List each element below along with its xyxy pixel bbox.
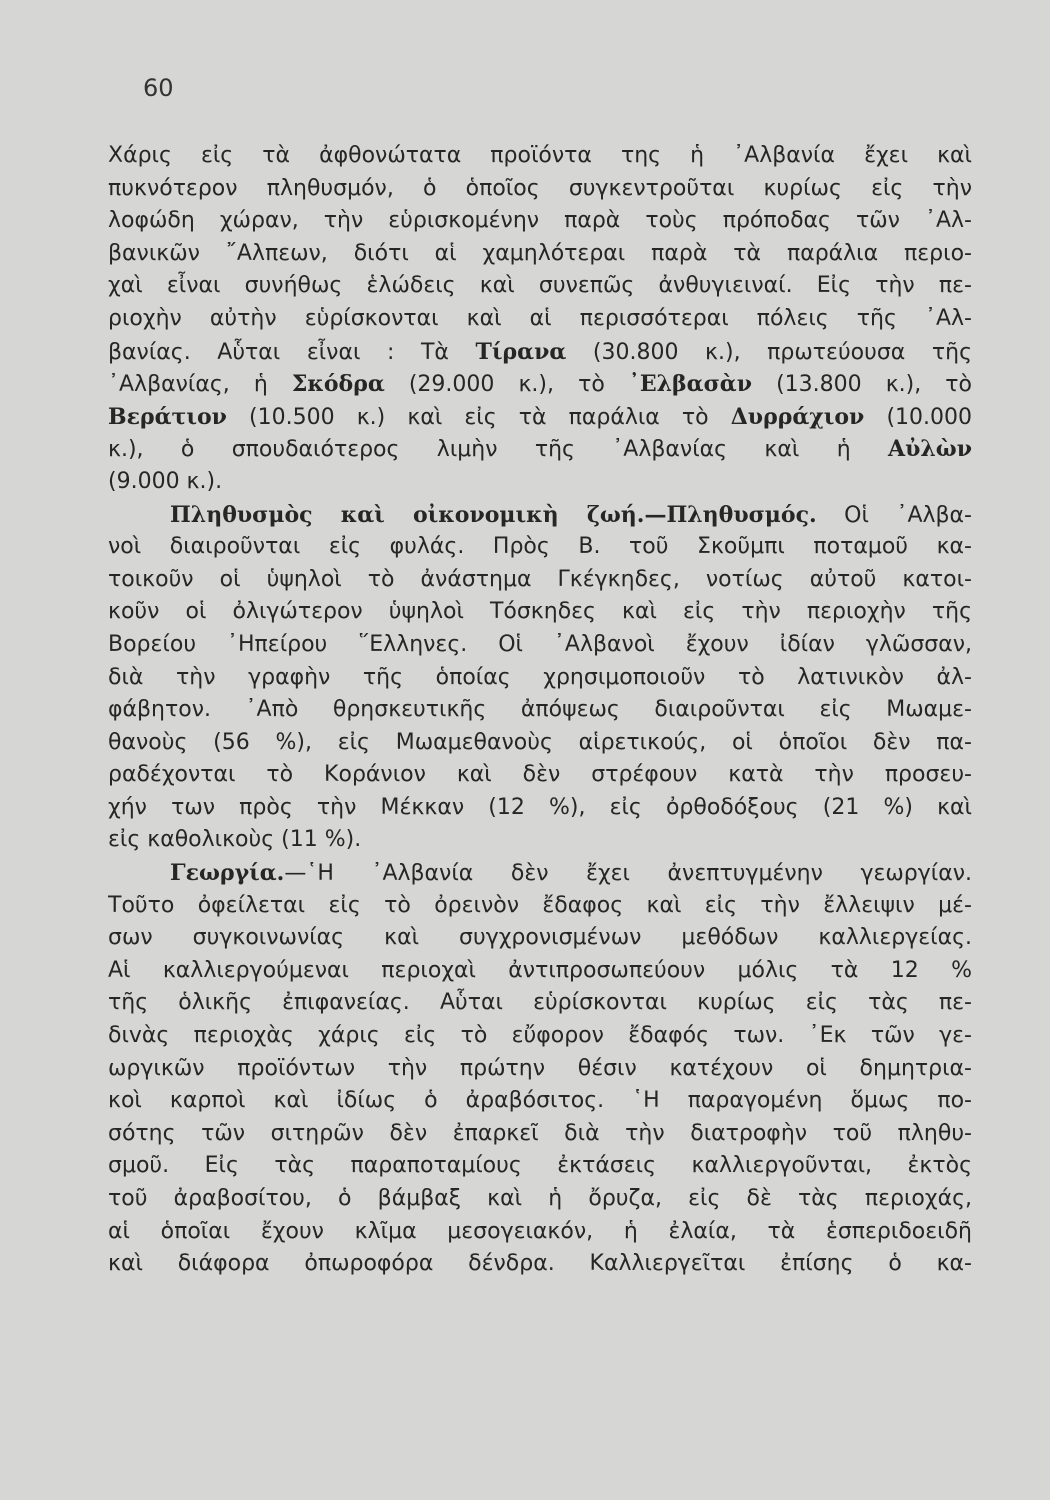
text-run: (30.800 κ.), πρωτεύουσα τῆς — [566, 339, 972, 365]
text-line — [108, 303, 972, 336]
bold-term: Γεωργία. — [170, 860, 285, 887]
bold-term: ᾿Ελβασὰν — [628, 371, 752, 398]
text-run: εἰς καθολικοὺς (11 %). — [108, 827, 362, 853]
text-run: θανοὺς (56 %), εἰς Μωαμεθανοὺς αἱρετικούς, οἱ ὁποῖοι δὲν πα- — [108, 729, 972, 755]
text-run: καὶ διάφορα ὀπωροφόρα δένδρα. Καλλιεργεῖται ἐπίσης ὁ κα- — [108, 1251, 972, 1277]
text-run: βανικῶν ῎Αλπεων, διότι αἱ χαμηλότεραι παρὰ τὰ παράλια περιο- — [108, 240, 972, 266]
text-line — [108, 205, 972, 238]
text-line — [108, 564, 972, 597]
text-run: Βορείου ᾿Ηπείρου ῞Ελληνες. Οἱ ᾿Αλβανοὶ ἔχουν ἰδίαν γλῶσσαν, — [108, 631, 972, 657]
text-line — [108, 1216, 972, 1249]
text-line — [108, 466, 972, 499]
text-run: πυκνότερον πληθυσμόν, ὁ ὁποῖος συγκεντροῦται κυρίως εἰς τὴν — [108, 175, 972, 201]
text-line — [108, 629, 972, 662]
text-run: αἱ ὁποῖαι ἔχουν κλῖμα μεσογειακόν, ἡ ἐλαία, τὰ ἑσπεριδοειδῆ — [108, 1218, 972, 1244]
text-line — [108, 368, 972, 401]
text-run: ριοχὴν αὐτὴν εὑρίσκονται καὶ αἱ περισσότεραι πόλεις τῆς ᾿Αλ- — [108, 305, 972, 331]
text-line — [108, 401, 972, 434]
text-line — [108, 1150, 972, 1183]
text-run: κ.), ὁ σπουδαιότερος λιμὴν τῆς ᾿Αλβανίας καὶ ἡ — [108, 437, 889, 463]
text-line — [108, 792, 972, 825]
text-run: διvὰς περιοχὰς χάρις εἰς τὸ εὔφορον ἔδαφός των. ᾿Εκ τῶν γε- — [108, 1023, 972, 1049]
text-run: τοῦ ἀραβοσίτου, ὁ βάμβαξ καὶ ἡ ὄρυζα, εἰς δὲ τὰς περιοχάς, — [108, 1186, 972, 1211]
bold-term: Δυρράχιον — [730, 403, 865, 430]
text-run: βανίας. Αὗται εἶναι : Τὰ — [108, 339, 476, 365]
text-run: (9.000 κ.). — [108, 468, 223, 494]
text-run: νοὶ διαιροῦνται εἰς φυλάς. Πρὸς Β. τοῦ Σκοῦμπι ποταμοῦ κα- — [108, 534, 972, 560]
text-line — [108, 336, 972, 369]
text-line — [108, 531, 972, 564]
text-run: (10.500 κ.) καὶ εἰς τὰ παράλια τὸ — [226, 404, 731, 430]
text-line — [108, 433, 972, 466]
text-run: χήν των πρὸς τὴν Μέκκαν (12 %), εἰς ὀρθοδόξους (21 %) καὶ — [108, 794, 972, 820]
text-run: κοὶ καρποὶ καὶ ἰδίως ὁ ἀραβόσιτος. ῾Η παραγομένη ὅμως πο- — [108, 1088, 972, 1114]
text-line — [108, 499, 972, 532]
text-line — [108, 1053, 972, 1086]
text-line — [108, 1085, 972, 1118]
page-number: 60 — [143, 74, 174, 102]
text-run: διὰ τὴν γραφὴν τῆς ὁποίας χρησιμοποιοῦν τὸ λατινικὸν ἀλ- — [108, 664, 972, 690]
text-line — [108, 727, 972, 760]
text-line — [108, 173, 972, 206]
text-line — [108, 1183, 972, 1216]
text-run: σων συγκοινωνίας καὶ συγχρονισμένων μεθόδων καλλιεργείας. — [108, 925, 972, 951]
text-line — [108, 890, 972, 923]
text-line — [108, 857, 972, 890]
text-run: —῾Η ᾿Αλβανία δὲν ἔχει ἀνεπτυγμένην γεωργίαν. — [284, 861, 972, 887]
text-run: κοῦν οἱ ὀλιγώτερον ὑψηλοὶ Τόσκηδες καὶ εἰς τὴν περιοχὴν τῆς — [108, 599, 972, 625]
text-line — [108, 824, 972, 857]
text-run: Αἱ καλλιεργούμεναι περιοχαὶ ἀντιπροσωπεύουν μόλις τὰ 12 % — [108, 957, 972, 983]
text-run: (10.000 — [864, 404, 972, 430]
text-run: ραδέχονται τὸ Κοράνιον καὶ δὲν στρέφουν κατὰ τὴν προσευ- — [108, 762, 972, 788]
bold-term: Σκόδρα — [291, 371, 385, 398]
text-run: (29.000 κ.), τὸ — [384, 372, 629, 398]
text-run: σότης τῶν σιτηρῶν δὲν ἐπαρκεῖ διὰ τὴν διατροφὴν τοῦ πληθυ- — [108, 1120, 972, 1146]
text-run: ωργικῶν προϊόντων τὴν πρώτην θέσιν κατέχουν οἱ δημητρια- — [108, 1055, 972, 1081]
bold-term: Τίρανα — [475, 338, 567, 365]
text-run: λοφώδη χώραν, τὴν εὑρισκομένην παρὰ τοὺς πρόποδας τῶν ᾿Αλ- — [108, 208, 972, 234]
text-line — [108, 694, 972, 727]
text-line — [108, 140, 972, 173]
text-line — [108, 238, 972, 271]
text-line — [108, 596, 972, 629]
text-line — [108, 1118, 972, 1151]
text-run: τῆς ὁλικῆς ἐπιφανείας. Αὗται εὑρίσκονται κυρίως εἰς τὰς πε- — [108, 990, 972, 1016]
text-line — [108, 662, 972, 695]
text-line — [108, 759, 972, 792]
text-run: σμοῦ. Εἰς τὰς παραποταμίους ἐκτάσεις καλλιεργοῦνται, ἐκτὸς — [108, 1153, 972, 1179]
text-line — [108, 955, 972, 988]
text-run: (13.800 κ.), τὸ — [752, 372, 972, 398]
body-text — [108, 140, 972, 1281]
text-run: Οἱ ᾿Αλβα- — [816, 502, 972, 528]
text-run: χαὶ εἶναι συνήθως ἑλώδεις καὶ συνεπῶς ἀνθυγιειναί. Εἰς τὴν πε- — [108, 273, 972, 299]
bold-term: Βεράτιον — [108, 403, 227, 430]
text-line — [108, 987, 972, 1020]
text-run: φάβητον. ᾿Απὸ θρησκευτικῆς ἀπόψεως διαιροῦνται εἰς Μωαμε- — [108, 697, 972, 723]
bold-term: Πληθυσμὸς καὶ οἰκονομικὴ ζωή.—Πληθυσμός. — [170, 501, 817, 528]
text-run: Χάρις εἰς τὰ ἀφθονώτατα προϊόντα της ἡ ᾿Αλβανία ἔχει καὶ — [108, 143, 972, 168]
text-run: ᾿Αλβανίας, ἡ — [108, 372, 292, 398]
text-line — [108, 922, 972, 955]
text-line — [108, 1020, 972, 1053]
text-line — [108, 270, 972, 303]
text-run: Τοῦτο ὀφείλεται εἰς τὸ ὀρεινὸν ἔδαφος καὶ εἰς τὴν ἔλλειψιν μέ- — [108, 892, 972, 918]
text-run: τοικοῦν οἱ ὑψηλοὶ τὸ ἀνάστημα Γκέγκηδες, νοτίως αὐτοῦ κατοι- — [108, 566, 972, 592]
text-line — [108, 1248, 972, 1281]
bold-term: Αὐλὼν — [888, 436, 972, 463]
